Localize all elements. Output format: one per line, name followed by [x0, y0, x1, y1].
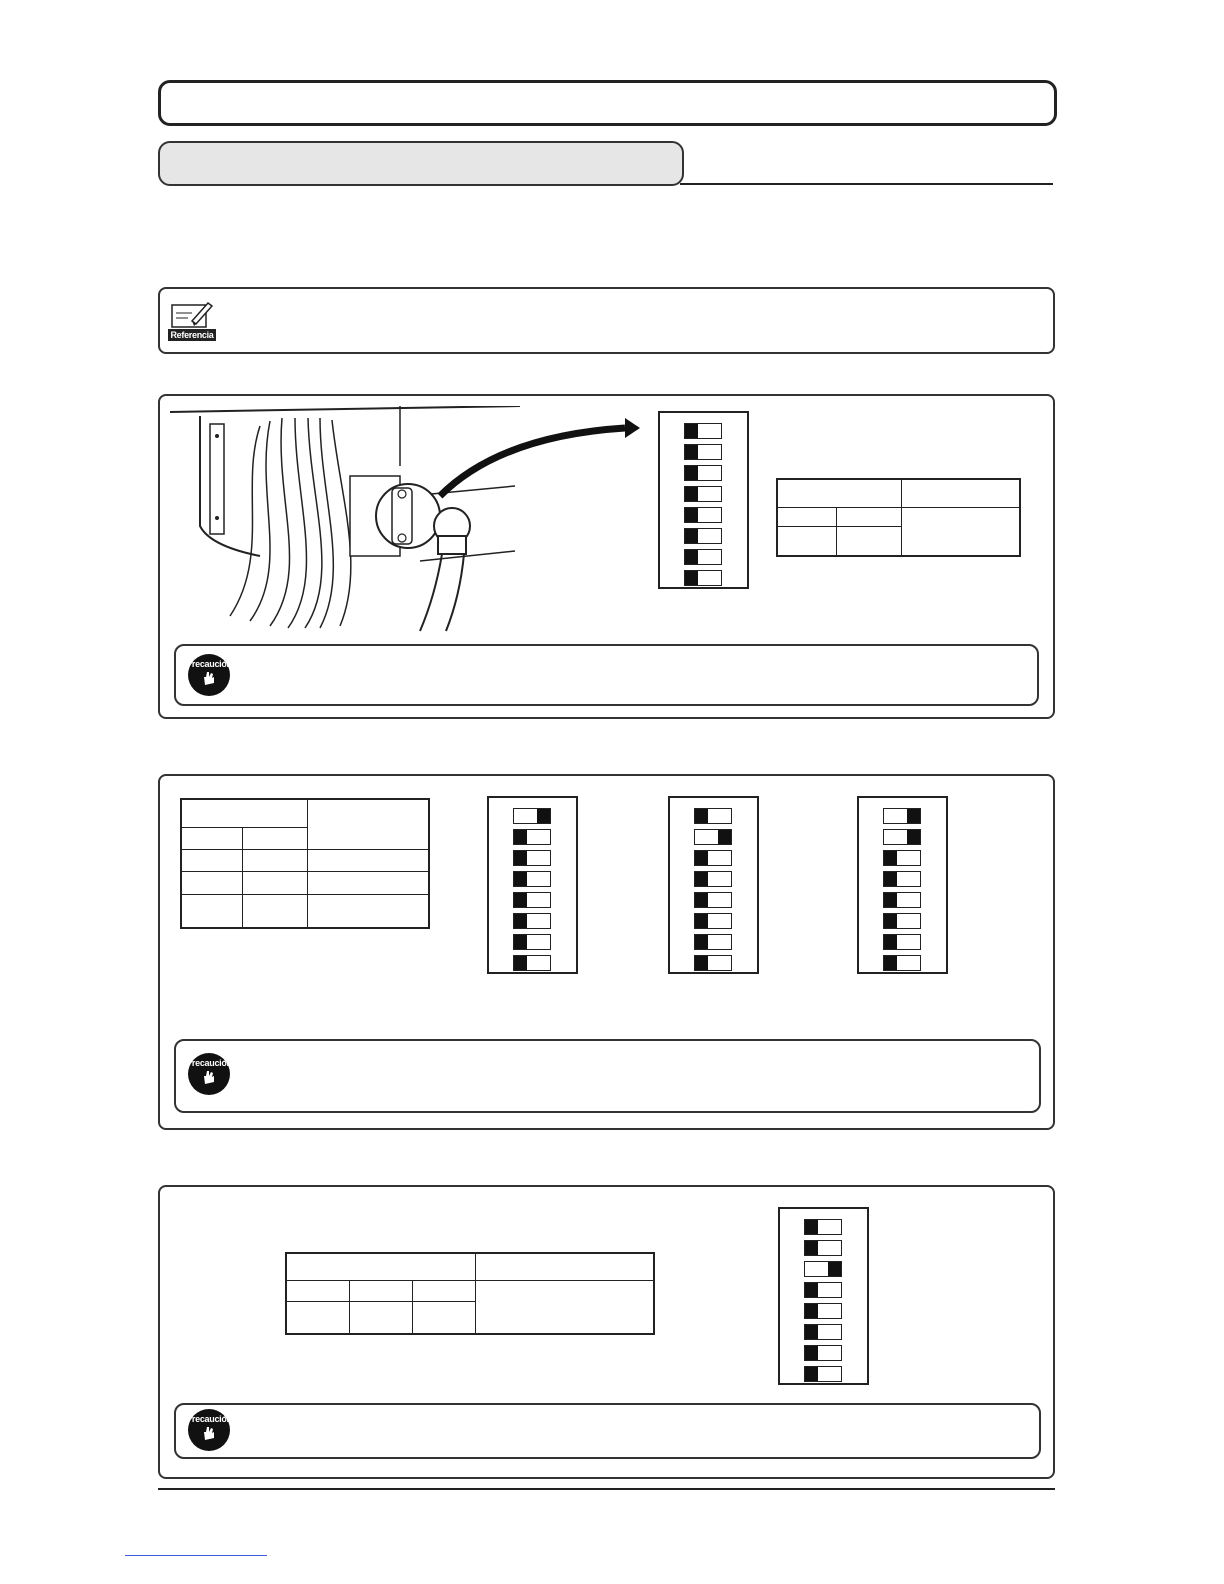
dip-switch-knob [695, 893, 708, 907]
dip-switch-8 [804, 1366, 842, 1382]
dip-switch-knob [718, 830, 731, 844]
caution-hand-icon [188, 654, 230, 696]
dip-switch-knob [805, 1304, 818, 1318]
dip-switch-2 [513, 829, 551, 845]
table-header-cell [777, 479, 902, 507]
dip-switch-knob [514, 851, 527, 865]
panel-dip-setting-3 [158, 1185, 1055, 1479]
table-cell [286, 1302, 350, 1334]
table-cell [350, 1302, 413, 1334]
dip-switch-4 [804, 1282, 842, 1298]
footer-rule [158, 1488, 1055, 1490]
dip-switch-knob [685, 487, 698, 501]
dip-switch-knob [884, 893, 897, 907]
dip-switch-block [487, 796, 578, 974]
caution-label: Precaución [186, 1414, 232, 1424]
table-cell [286, 1280, 350, 1302]
footer-link-underline [125, 1555, 267, 1556]
dip-switch-7 [883, 934, 921, 950]
dip-switch-3 [694, 850, 732, 866]
dip-switch-4 [513, 871, 551, 887]
dip-switch-2 [694, 829, 732, 845]
hand-icon [200, 1424, 218, 1442]
dip-switch-8 [694, 955, 732, 971]
subsection-underline [680, 183, 1053, 185]
caution-label: Precaución [186, 1058, 232, 1068]
dip-switch-7 [684, 549, 722, 565]
dip-switch-3 [513, 850, 551, 866]
caution-box [174, 1039, 1041, 1113]
table-cell [181, 894, 243, 928]
caution-box [174, 644, 1039, 706]
dip-switch-knob [685, 508, 698, 522]
table-cell [308, 872, 430, 895]
dip-switch-knob [695, 851, 708, 865]
dip-switch-2 [684, 444, 722, 460]
caution-hand-icon [188, 1053, 230, 1095]
dip-switch-3 [883, 850, 921, 866]
dip-switch-3 [804, 1261, 842, 1277]
table-header-cell [476, 1253, 655, 1280]
dip-switch-6 [883, 913, 921, 929]
caution-hand-icon [188, 1409, 230, 1451]
table-header-cell [902, 479, 1021, 507]
table-cell [777, 507, 837, 527]
dip-switch-2 [804, 1240, 842, 1256]
dip-switch-5 [804, 1303, 842, 1319]
dip-switch-knob [884, 935, 897, 949]
dip-switch-knob [695, 872, 708, 886]
dip-switch-block [668, 796, 759, 974]
dip-switch-knob [907, 809, 920, 823]
dip-switch-block [778, 1207, 869, 1385]
dip-switch-1 [684, 423, 722, 439]
table-header-cell [286, 1253, 476, 1280]
dip-switch-knob [828, 1262, 841, 1276]
wiring-illustration [170, 406, 640, 636]
dip-switch-6 [684, 528, 722, 544]
dip-switch-knob [805, 1367, 818, 1381]
hand-icon [200, 669, 218, 687]
dip-switch-6 [804, 1324, 842, 1340]
dip-switch-6 [513, 913, 551, 929]
section-title-bar [158, 80, 1057, 126]
panel-dip-settings [158, 774, 1055, 1130]
reference-note-box [158, 287, 1055, 354]
table-cell [181, 849, 243, 872]
dip-switch-4 [684, 486, 722, 502]
hand-icon [200, 1068, 218, 1086]
dip-switch-knob [514, 956, 527, 970]
dip-switch-4 [694, 871, 732, 887]
dip-switch-knob [685, 466, 698, 480]
dip-switch-1 [694, 808, 732, 824]
dip-switch-knob [695, 914, 708, 928]
dip-switch-5 [513, 892, 551, 908]
dip-switch-knob [907, 830, 920, 844]
dip-switch-7 [804, 1345, 842, 1361]
dip-switch-knob [537, 809, 550, 823]
dip-switch-knob [695, 956, 708, 970]
table-cell [243, 849, 308, 872]
dip-switch-knob [805, 1325, 818, 1339]
table-cell [243, 827, 308, 849]
dip-switch-knob [805, 1283, 818, 1297]
dip-switch-knob [514, 935, 527, 949]
dip-switch-knob [884, 872, 897, 886]
dip-switch-2 [883, 829, 921, 845]
dip-switch-knob [884, 956, 897, 970]
dip-switch-knob [685, 445, 698, 459]
dip-switch-knob [685, 550, 698, 564]
table-cell [837, 507, 902, 527]
dip-switch-knob [514, 872, 527, 886]
dip-switch-7 [513, 934, 551, 950]
setting-table [180, 798, 430, 929]
dip-switch-7 [694, 934, 732, 950]
caution-box [174, 1403, 1041, 1459]
dip-switch-4 [883, 871, 921, 887]
setting-table [776, 478, 1021, 557]
dip-switch-5 [883, 892, 921, 908]
dip-switch-block [857, 796, 948, 974]
dip-switch-block [658, 411, 749, 589]
reference-label: Referencia [170, 330, 214, 340]
table-cell [308, 894, 430, 928]
table-cell [413, 1280, 476, 1302]
table-header-cell [308, 799, 430, 849]
dip-switch-5 [694, 892, 732, 908]
table-cell [902, 507, 1021, 556]
table-cell [476, 1280, 655, 1334]
dip-switch-knob [805, 1346, 818, 1360]
table-cell [837, 527, 902, 556]
table-cell [243, 894, 308, 928]
dip-switch-3 [684, 465, 722, 481]
dip-switch-knob [685, 424, 698, 438]
dip-switch-knob [805, 1241, 818, 1255]
caution-label: Precaución [186, 659, 232, 669]
subsection-title-bar [158, 141, 684, 186]
dip-switch-knob [514, 914, 527, 928]
dip-switch-knob [685, 529, 698, 543]
dip-switch-knob [695, 809, 708, 823]
dip-switch-1 [513, 808, 551, 824]
referencia-pen-icon [168, 297, 216, 343]
table-cell [350, 1280, 413, 1302]
dip-switch-knob [695, 935, 708, 949]
dip-switch-knob [514, 830, 527, 844]
panel-connector-figure [158, 394, 1055, 719]
dip-switch-8 [684, 570, 722, 586]
dip-switch-knob [805, 1220, 818, 1234]
dip-switch-knob [514, 893, 527, 907]
table-cell [243, 872, 308, 895]
table-cell [413, 1302, 476, 1334]
pen-icon [170, 299, 214, 329]
setting-table [285, 1252, 655, 1335]
dip-switch-8 [883, 955, 921, 971]
dip-switch-6 [694, 913, 732, 929]
dip-switch-knob [884, 914, 897, 928]
dip-switch-5 [684, 507, 722, 523]
table-cell [181, 827, 243, 849]
dip-switch-knob [884, 851, 897, 865]
dip-switch-1 [804, 1219, 842, 1235]
dip-switch-8 [513, 955, 551, 971]
table-cell [181, 872, 243, 895]
dip-switch-knob [685, 571, 698, 585]
table-cell [308, 849, 430, 872]
table-header-cell [181, 799, 308, 827]
dip-switch-1 [883, 808, 921, 824]
table-cell [777, 527, 837, 556]
